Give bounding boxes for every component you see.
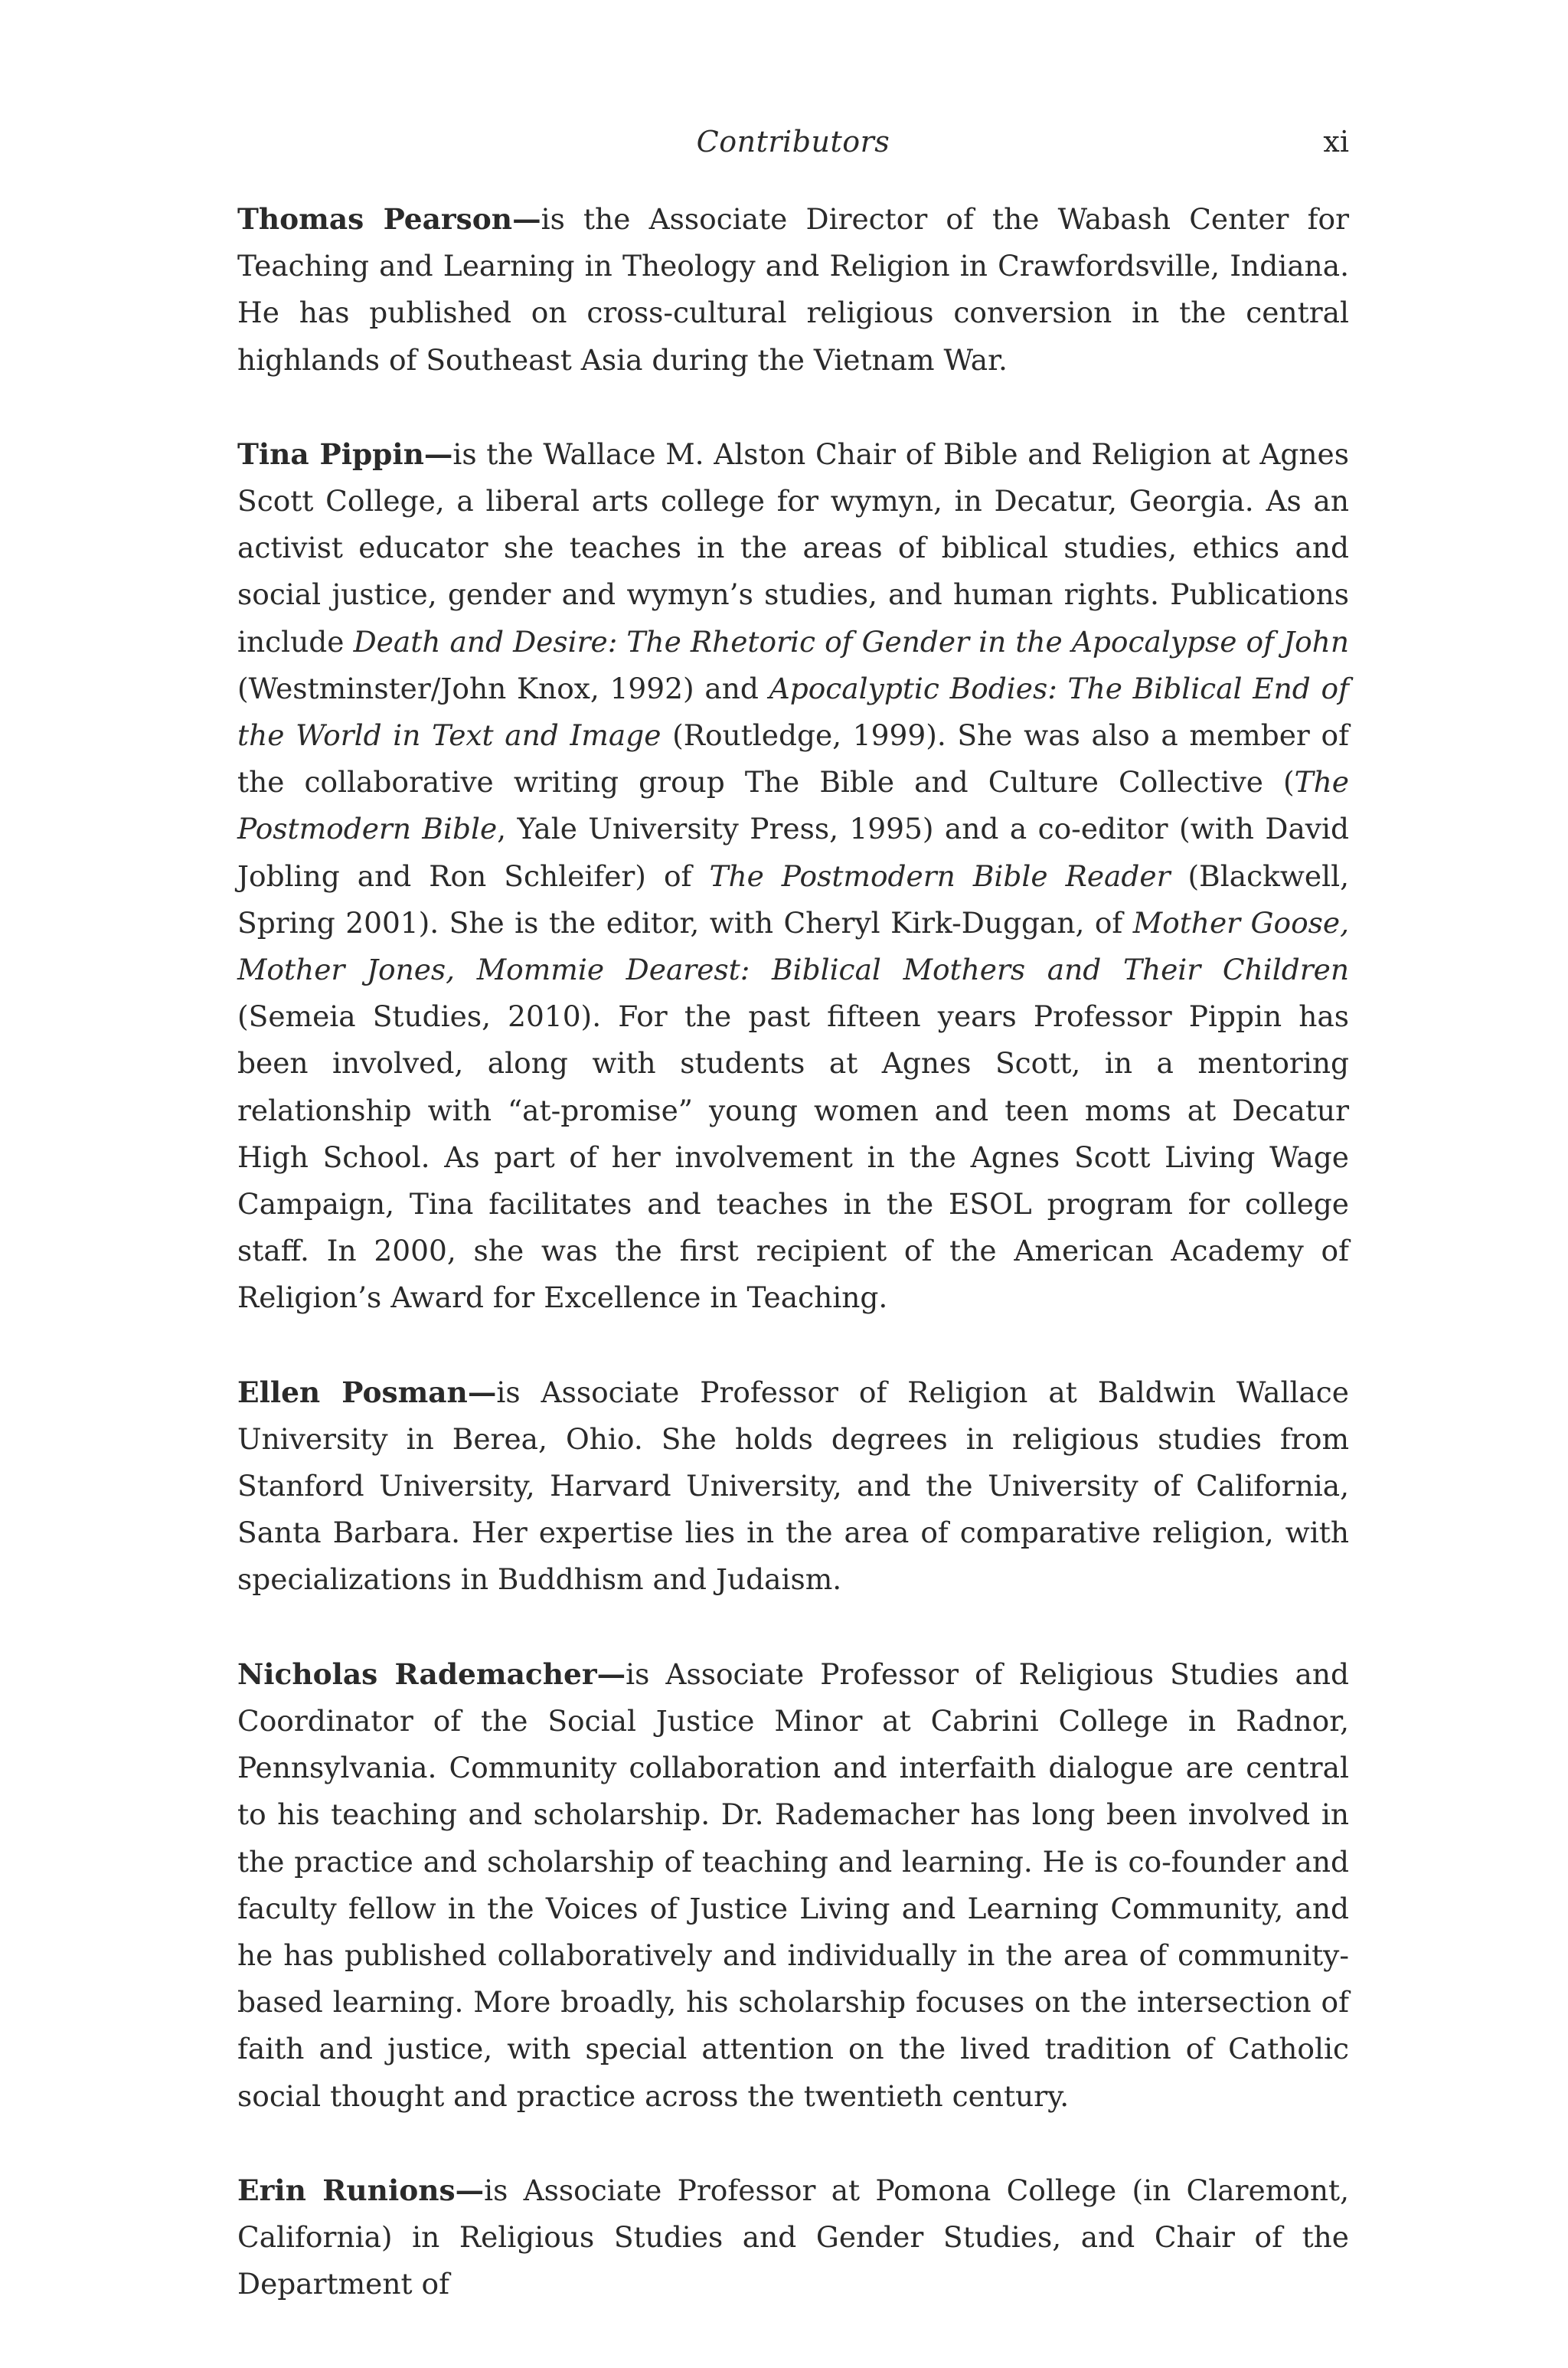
contributor-bio: (Routledge, 1999). She was also a member of the collaborative writing group The Bible and Culture Collective (: [237, 718, 1349, 800]
contributor-bio: is the Associate Director of the Wabash Center for Teaching and Learning in Theology and Religion in Crawfordsville, Indiana. He has published on cross-cultural religious conversion in the central highlands of Southeast Asia during the Vietnam War.: [237, 202, 1349, 377]
book-title: The Postmodern Bible Reader: [709, 859, 1171, 893]
contributor-entry-pearson: [237, 196, 1349, 384]
contributor-bio: is Associate Professor of Religious Studies and Coordinator of the Social Justice Minor at Cabrini College in Radnor, Pennsylvania. Community collaboration and interfaith dialogue are central to his teaching and scholarship. Dr. Rademacher has long been involved in the practice and scholarship of teaching and learning. He is co-founder and faculty fellow in the Voices of Justice Living and Learning Community, and he has published collaboratively and individually in the area of community-based learning. More broadly, his scholarship focuses on the intersection of faith and justice, with special attention on the lived tradition of Catholic social thought and practice across the twentieth century.: [237, 1657, 1349, 2113]
contributor-bio: is Associate Professor at Pomona College (in Claremont, California) in Religious Studies and Gender Studies, and Chair of the Department of: [237, 2173, 1350, 2301]
running-head: [237, 119, 1349, 165]
contributor-name: Thomas Pearson—: [237, 202, 541, 236]
contributor-bio: (Semeia Studies, 2010). For the past fifteen years Professor Pippin has been involved, along with students at Agnes Scott, in a mentoring relationship with “at-promise” young women and teen moms at Decatur High School. As part of her involvement in the Agnes Scott Living Wage Campaign, Tina facilitates and teaches in the ESOL program for college staff. In 2000, she was the first recipient of the American Academy of Religion’s Award for Excellence in Teaching.: [237, 999, 1349, 1315]
contributor-bio: (Westminster/John Knox, 1992) and: [237, 671, 769, 705]
contributor-entry-rademacher: [237, 1651, 1349, 2120]
page-number: xi: [1323, 125, 1349, 159]
running-title: Contributors: [696, 125, 890, 159]
contributor-entry-posman: [237, 1369, 1349, 1604]
contributor-bio: is Associate Professor of Religion at Baldwin Wallace University in Berea, Ohio. She holds degrees in religious studies from Stanford University, Harvard University, and the University of California, Santa Barbara. Her expertise lies in the area of comparative religion, with specializations in Buddhism and Judaism.: [237, 1375, 1349, 1597]
contributor-name: Tina Pippin—: [237, 437, 453, 471]
contributor-entry-runions: [237, 2167, 1349, 2308]
contributor-name: Ellen Posman—: [237, 1375, 497, 1409]
book-title: The Postmodern Bible: [237, 765, 1349, 846]
contributor-bio: (Blackwell, Spring 2001). She is the editor, with Cheryl Kirk-Duggan, of: [237, 859, 1349, 940]
contributor-bio: , Yale University Press, 1995) and a co-editor (with David Jobling and Ron Schleifer) of: [237, 812, 1349, 893]
book-title: Mother Goose, Mother Jones, Mommie Dearest: Biblical Mothers and Their Children: [237, 905, 1349, 987]
book-title: Death and Desire: The Rhetoric of Gender in the Apocalypse of John: [353, 624, 1349, 659]
contributor-bio: is the Wallace M. Alston Chair of Bible and Religion at Agnes Scott College, a liberal arts college for wymyn, in Decatur, Georgia. As an activist educator she teaches in the areas of biblical studies, ethics and social justice, gender and wymyn’s studies, and human rights. Publications include: [237, 437, 1349, 659]
contributor-entry-pippin: [237, 431, 1349, 1322]
contributor-name: Nicholas Rademacher—: [237, 1657, 626, 1691]
book-title: Apocalyptic Bodies: The Biblical End of the World in Text and Image: [237, 671, 1349, 753]
contributors-list: [237, 196, 1349, 2355]
contributor-name: Erin Runions—: [237, 2173, 485, 2207]
